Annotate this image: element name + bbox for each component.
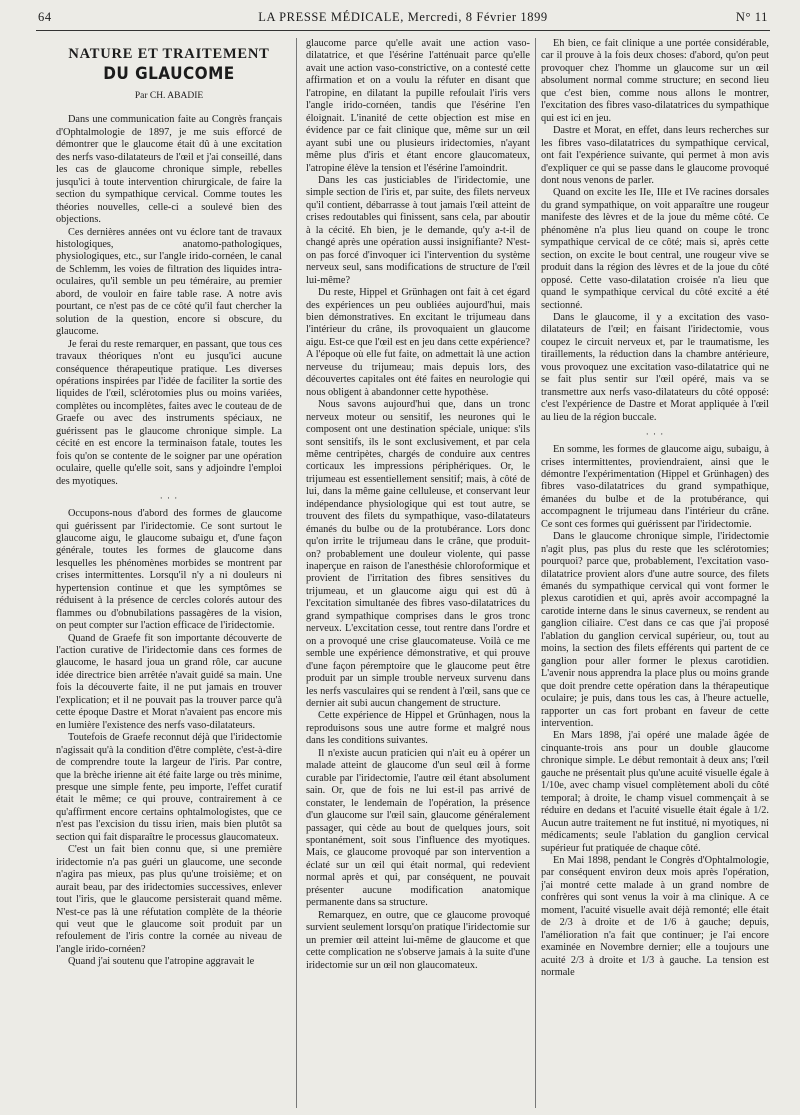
paragraph: En Mars 1898, j'ai opéré une malade âgée de cinquante-trois ans pour un double glaucome chronique simple. Le début remontait à deux ans; l'œil gauche ne présentait plus qu'une acuité visuelle égale à 1/10e, avec champ visuel complètement aboli du côté temporal; à droite, le champ visuel commençait à se réduire en dedans et l'acuité visuelle était égale à 1/2. Aucun autre traitement ne fut institué, ni myotiques, ni médicaments; seule l'ablation du ganglion cervical supérieur fut pratiquée de chaque côté.	[541, 730, 769, 854]
article-title-line2: DU GLAUCOME	[103, 64, 235, 84]
paragraph: Du reste, Hippel et Grünhagen ont fait à cet égard des expériences un peu oubliées aujourd'hui, mais bien démonstratives. En excitant le trijumeau dans l'intérieur du crâne, ils provoquaient un glaucome aigu. Est-ce que l'œil est en jeu dans cette expérience? A l'époque où elle fut faite, on admettait là une action nerveuse du trijumeau; mais depuis lors, des découvertes capitales ont été faites en neurologie qui nous obligent à abandonner cette hypothèse.	[306, 287, 530, 398]
paragraph: En somme, les formes de glaucome aigu, subaigu, à crises intermittentes, proviendraient, ainsi que le démontre l'expérimentation (Hippel et Grünhagen) des fibres vaso-dilatatrices du grand sympathique, émanées du bulbe et de la protubérance, qui accompagnent le trijumeau dans l'intérieur du crâne. Ce sont ces formes qui guérissent par l'iridectomie.	[541, 444, 769, 530]
journal-title: LA PRESSE MÉDICALE, Mercredi, 8 Février 1899	[258, 10, 548, 24]
paragraph: Il n'existe aucun praticien qui n'ait eu à opérer un malade atteint de glaucome d'un seul œil à forme curable par l'iridectomie, l'autre œil étant absolument sain. Or, que de fois ne lui est-il pas arrivé de constater, le lendemain de l'opération, la présence d'un glaucome sur l'œil sain, glaucome généralement passager, qui cède au bout de quelques jours, soit spontanément, soit sous l'influence des myotiques. Mais, ce glaucome provoqué par son intervention a éclaté sur un œil qui était normal, qui redevient normal après et qui, par conséquent, ne pouvait présenter aucune modification anatomique permanente dans sa structure.	[306, 747, 530, 909]
column-1	[56, 38, 282, 1113]
column-2	[306, 38, 530, 1113]
paragraph: Occupons-nous d'abord des formes de glaucome qui guérissent par l'iridectomie. Ce sont surtout le glaucome aigu, le glaucome subaigu et, d'une façon générale, toutes les formes de glaucome dans lesquelles les phénomènes morbides se montrent par crises intermittentes. Lorsqu'il n'y a ni douleurs ni hypertension continue et que les symptômes se réduisent à la présence de cercles colorés autour des flammes ou d'obnubilations passagères de la vision, on peut compter sur l'action efficace de l'iridectomie.	[56, 508, 282, 632]
paragraph: Eh bien, ce fait clinique a une portée considérable, car il prouve à la fois deux choses: d'abord, qu'on peut provoquer chez l'homme un glaucome sur un œil absolument normal comme structure; en second lieu que c'est bien, comme nous allons le montrer, l'excitation des fibres vaso-dilatatrices du sympathique qui est ici en jeu.	[541, 38, 769, 124]
article-title-line1: NATURE ET TRAITEMENT	[68, 46, 270, 62]
paragraph: Nous savons aujourd'hui que, dans un tronc nerveux moteur ou sensitif, les neurones qui le composent ont une destination spéciale, unique: s'ils sont sensitifs, ils le sont exclusivement, et par cela même centripètes, chargés de conduire aux centres corticaux les impressions périphériques. Or, le trijumeau est essentiellement sensitif; mais, à côté de lui, dans la même gaine celluleuse, et conservant leur indépendance physiologique qui est tout autre, se trouvent des filets du sympathique, vaso-dilatateurs émanés du bulbe ou de la protubérance. Lors donc qu'on irrite le trijumeau dans le crâne, que produit-on? probablement une douleur violente, qui passe inaperçue en raison de l'anesthésie chloroformique et provient de l'irritation des fibres sensitives du trijumeau, et un glaucome aigu qui est dû à l'excitation simultanée des fibres vaso-dilatatrices du grand sympathique comprises dans le gros tronc nerveux. L'excitation cesse, tout rentre dans l'ordre et on a provoqué une crise glaucomateuse. Voilà ce me semble une expérience démonstrative, et qui prouve d'une façon péremptoire que le glaucome peut être produit par un simple trouble nerveux survenu dans les nerfs vasculaires qui se rendent à l'œil, sans que ce dernier ait subi aucun changement de structure.	[306, 399, 530, 710]
article-author: CH. ABADIE	[149, 91, 204, 101]
page-header	[38, 8, 768, 30]
paragraph: Je ferai du reste remarquer, en passant, que tous ces travaux théoriques n'ont eu jusqu'ici aucune conséquence thérapeutique pratique. Les diverses opérations inspirées par l'idée de faciliter la sortie des liquides de l'œil, sclérotomies plus ou moins variées, complètes ou incomplètes, faites avec le couteau de de Graefe ou avec des instruments spéciaux, ne guérissent pas le glaucome chronique simple. La cécité en est encore la terminaison fatale, toutes les fois qu'on se contente de le soigner par une opération oculaire, quelle qu'elle soit, sans y adjoindre l'emploi des myotiques.	[56, 338, 282, 487]
section-ornament: · · ·	[159, 493, 179, 504]
paragraph: Cette expérience de Hippel et Grünhagen, nous la reproduisons sous une autre forme et malgré nous dans les conditions suivantes.	[306, 710, 530, 747]
column-3	[541, 38, 769, 1113]
paragraph: En Mai 1898, pendant le Congrès d'Ophtalmologie, par conséquent environ deux mois après l'opération, j'ai montré cette malade à un grand nombre de confrères qui sont venus la voir à ma clinique. A ce moment, l'acuité visuelle avait déjà remonté; elle était de 2/3 à droite et de 1/6 à gauche; depuis, l'amélioration n'a fait que continuer; je l'ai encore examinée en Novembre dernier; elle a toujours une acuité 2/3 à droite et 1/3 à gauche. La tension est normale	[541, 855, 769, 979]
paragraph: Toutefois de Graefe reconnut déjà que l'iridectomie n'agissait qu'à la condition d'être complète, c'est-à-dire de comprendre toute la largeur de l'iris. Par contre, que la brèche irienne ait été faite large ou très minime, presque une simple fente, peu importe, l'effet curatif était le même; ce qui prouve, contrairement à ce qu'affirment encore certains ophtalmologistes, que ce n'est pas l'excision du tissu irien, mais bien plutôt sa section qui fait disparaître le processus glaucomateux.	[56, 732, 282, 843]
paragraph: Quand j'ai soutenu que l'atropine aggravait le	[68, 956, 255, 968]
column-divider	[296, 38, 297, 1108]
header-rule	[36, 30, 770, 31]
paragraph: Ces dernières années ont vu éclore tant de travaux histologiques, anatomo-pathologiques, physiologiques, etc., sur l'angle irido-cornéen, le canal de Schlemm, les voies de filtration des liquides intra-oculaires, qu'il semble un peu téméraire, au premier abord, de vouloir en faire table rase. A notre avis pourtant, ce n'est pas de ce côté qu'il faut chercher la solution de la question, encore si obscure, du glaucome.	[56, 226, 282, 338]
paragraph: Dastre et Morat, en effet, dans leurs recherches sur les fibres vaso-dilatatrices du sympathique cervical, ont fait l'expérience suivante, qui permet à mon avis d'expliquer ce qui se passe dans le glaucome provoqué dont nous venons de parler.	[541, 125, 769, 186]
paragraph: Dans une communication faite au Congrès français d'Ophtalmologie de 1897, je me suis efforcé de démontrer que le glaucome était dû à une excitation des nerfs vaso-dilatateurs de l'œil et j'ai conseillé, dans les cas de glaucome chronique simple, rebelles jusqu'ici à toute intervention chirurgicale, de faire la section du sympathique cervical. Comme toutes les théories nouvelles, celle-ci a soulevé bien des objections.	[56, 114, 282, 226]
paragraph: Dans les cas justiciables de l'iridectomie, une simple section de l'iris et, par suite, des filets nerveux qu'il contient, débarrasse à tout jamais l'œil atteint de crises redoutables qui finissent, sans cela, par aboutir à la cécité. Eh bien, je le demande, qu'y a-t-il de changé après une opération aussi insignifiante? N'est-on pas forcé d'invoquer ici l'intervention du système nerveux seul, sans modifications de structure de l'œil lui-même?	[306, 174, 530, 286]
paragraph: glaucome parce qu'elle avait une action vaso-dilatatrice, et que l'ésérine l'atténuait parce qu'elle avait une action vaso-constrictive, on a contesté cette affirmation et on a voulu la réfuter en disant que l'atropine, en dilatant la pupille refoulait l'iris vers l'angle irido-cornéen, tandis que l'ésérine l'en éloignait. L'inanité de cette objection est mise en évidence par ce fait clinique que, même sur un œil ayant subi une ou plusieurs iridectomies, n'ayant même plus d'iris et étant encore glaucomateux, l'atropine élève la tension et l'ésérine l'amoindrit.	[306, 38, 530, 174]
paragraph: Remarquez, en outre, que ce glaucome provoqué survient seulement lorsqu'on pratique l'iridectomie sur un premier œil atteint lui-même de glaucome et que cette complication ne s'observe jamais à la suite d'une iridectomie sur un œil non glaucomateux.	[306, 909, 530, 971]
paragraph: Quand de Graefe fit son importante découverte de l'action curative de l'iridectomie dans ces formes de glaucome, le hasard joua un grand rôle, car aucune idée directrice bien arrêtée n'avait guidé sa main. Une fois la découverte faite, il ne put jamais en trouver l'explication; et il ne pouvait pas la trouver parce qu'à cette époque Dastre et Morat n'avaient pas encore mis en lumière l'existence des nerfs vaso-dilatateurs.	[56, 632, 282, 731]
paragraph: Dans le glaucome chronique simple, l'iridectomie n'agit plus, pas plus du reste que les sclérotomies; pourquoi? parce que, probablement, l'excitation vaso-dilatatrice provient alors d'une autre source, des filets émanés du sympathique cervical qui vont former le plexus carotidien et qui, après avoir accompagné la carotide interne dans le sinus caverneux, se rendent au ganglion ciliaire. C'est dans ce cas que j'ai proposé l'ablation du ganglion cervical supérieur, ou, tout au moins, la section des filets efférents qui partent de ce ganglion pour aller former le plexus carotidien. L'avenir nous apprendra la place plus ou moins grande que doit prendre cette opération dans la thérapeutique oculaire; je puis, dans tous les cas, à l'heure actuelle, rapporter un cas fort probant en faveur de cette intervention.	[541, 531, 769, 730]
byline-prefix: Par	[134, 91, 148, 101]
page-number: 64	[38, 10, 52, 24]
paragraph: C'est un fait bien connu que, si une première iridectomie n'a pas guéri un glaucome, une seconde n'agira pas mieux, pas plus qu'une troisième; et on aurait beau, par des iridectomies successives, enlever tout l'iris, que le glaucome persisterait quand même. N'est-ce pas là une réfutation complète de la théorie qui veut que le glaucome soit produit par un refoulement de l'iris contre la cornée au niveau de l'angle irido-cornéen?	[56, 844, 282, 955]
paragraph: Dans le glaucome, il y a excitation des vaso-dilatateurs de l'œil; en faisant l'iridectomie, vous coupez le circuit nerveux et, par le traumatisme, les tiraillements, la réduction dans la chambre antérieure, vous provoquez une excitation vaso-dilatatrice qui ne se fait plus sentir sur l'œil opéré, mais va se transmettre aux nerfs vaso-dilatateurs du côté opposé: c'est l'expérience de Dastre et Morat appliquée à l'œil au lieu de la région buccale.	[541, 311, 769, 423]
issue-number: N° 11	[735, 10, 768, 24]
article-byline	[56, 90, 282, 102]
column-divider	[535, 38, 536, 1108]
paragraph: Quand on excite les IIe, IIIe et IVe racines dorsales du grand sympathique, on voit apparaître une rougeur manifeste des lèvres et de la joue du même côté. Ce phénomène n'a plus lieu quand on coupe le tronc sympathique cervical de ce côté; mais si, après cette section, on excite le bout central, une rougeur vive se produit dans la région des lèvres et de la joue du côté opposé. Cette vaso-dilatation croisée n'a lieu que quand le sympathique cervical du côté excité a été sectionné.	[541, 187, 769, 311]
section-ornament: · · ·	[645, 429, 665, 440]
